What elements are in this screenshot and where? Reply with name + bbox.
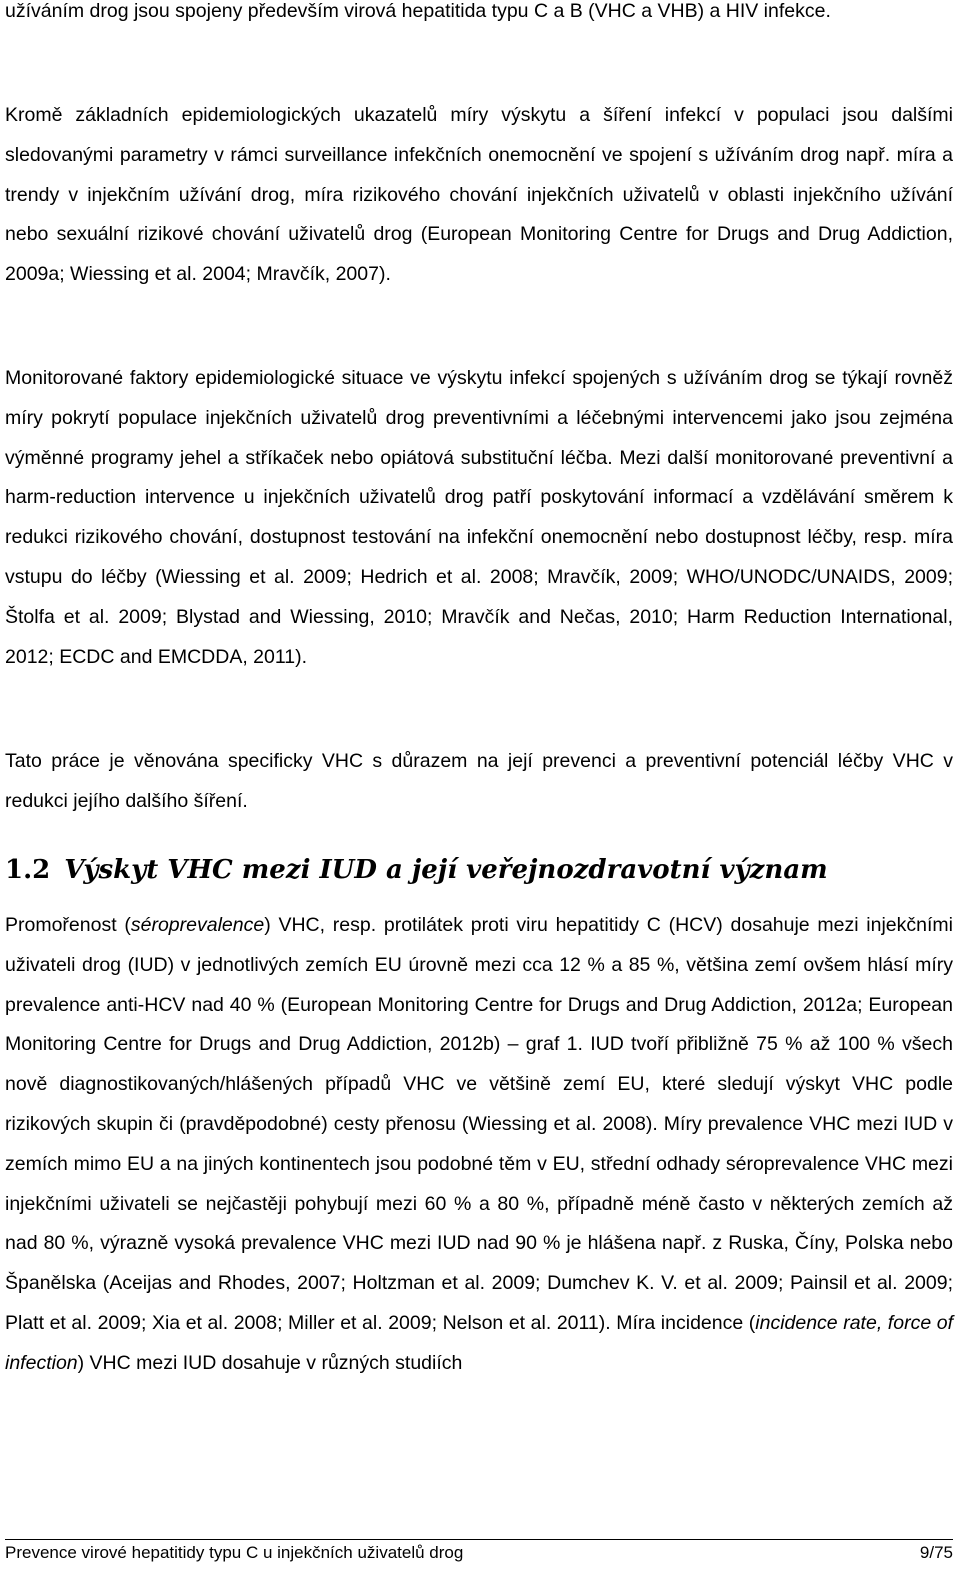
paragraph-thesis-focus: Tato práce je věnována specificky VHC s důrazem na její prevenci a preventivní potenciál léčby VHC v redukci jejího dalšího šíření. (5, 750, 953, 812)
section-title: Výskyt VHC mezi IUD a její veřejnozdravotní význam (64, 855, 828, 885)
page-footer (5, 1539, 953, 1566)
paragraph-monitored-factors: Monitorované faktory epidemiologické situace ve výskytu infekcí spojených s užíváním drog se týkají rovněž míry pokrytí populace injekčních uživatelů drog preventivními a léčebnými intervencemi jako jsou zejména výměnné programy jehel a stříkaček nebo opiátová substituční léčba. Mezi další monitorované preventivní a harm-reduction intervence u injekčních uživatelů drog patří poskytování informací a vzdělávání směrem k redukci rizikového chování, dostupnost testování na infekční onemocnění nebo dostupnost léčby, resp. míra vstupu do léčby (Wiessing et al. 2009; Hedrich et al. 2008; Mravčík, 2009; WHO/UNODC/UNAIDS, 2009; Štolfa et al. 2009; Blystad and Wiessing, 2010; Mravčík and Nečas, 2010; Harm Reduction International, 2012; ECDC and EMCDDA, 2011). (5, 367, 953, 668)
italic-term: séroprevalence (130, 914, 265, 936)
text-segment: ) VHC mezi IUD dosahuje v různých studiích (77, 1351, 463, 1374)
paragraph-prevalence (5, 906, 953, 1384)
text-segment: ) VHC, resp. protilátek proti viru hepatitidy C (HCV) dosahuje mezi injekčními uživateli drog (IUD) v jednotlivých zemích EU úrovně mezi cca 12 % a 85 %, většina zemí ovšem hlásí míry prevalence anti-HCV nad 40 % (European Monitoring Centre for Drugs and Drug Addiction, 2012a; European Monitoring Centre for Drugs and Drug Addiction, 2012b) – graf 1. IUD tvoří přibližně 75 % až 100 % všech nově diagnostikovaných/hlášených případů VHC ve většině zemí EU, které sledují výskyt VHC podle rizikových skupin či (pravděpodobné) cesty přenosu (Wiessing et al. 2008). Míry prevalence VHC mezi IUD v zemích mimo EU a na jiných kontinentech jsou podobné těm v EU, střední odhady séroprevalence VHC mezi injekčními uživateli se nejčastěji pohybují mezi 60 % a 80 %, případně méně často v některých zemích až nad 80 %, výrazně vysoká prevalence VHC mezi IUD nad 90 % je hlášena např. z Ruska, Číny, Polska nebo Španělska (Aceijas and Rhodes, 2007; Holtzman et al. 2009; Dumchev K. V. et al. 2009; Painsil et al. 2009; Platt et al. 2009; Xia et al. 2008; Miller et al. 2009; Nelson et al. 2011). Míra incidence ( (5, 914, 953, 1334)
section-number: 1.2 (5, 855, 51, 885)
paragraph-surveillance: Kromě základních epidemiologických ukazatelů míry výskytu a šíření infekcí v populaci jsou dalšími sledovanými parametry v rámci surveillance infekčních onemocnění ve spojení s užíváním drog např. míra a trendy v injekčním užívání drog, míra rizikového chování injekčních uživatelů v oblasti injekčního užívání nebo sexuální rizikové chování uživatelů drog (European Monitoring Centre for Drugs and Drug Addiction, 2009a; Wiessing et al. 2004; Mravčík, 2007). (5, 104, 953, 286)
section-heading (5, 848, 953, 892)
page-number: 9/75 (919, 1543, 953, 1562)
italic-term: incidence rate, force of infection (5, 1311, 953, 1374)
paragraph-intro-end: užíváním drog jsou spojeny především virová hepatitida typu C a B (VHC a VHB) a HIV infekce. (5, 0, 831, 22)
text-segment: Promořenost ( (5, 914, 131, 936)
footer-title: Prevence virové hepatitidy typu C u injekčních uživatelů drog (5, 1543, 464, 1562)
